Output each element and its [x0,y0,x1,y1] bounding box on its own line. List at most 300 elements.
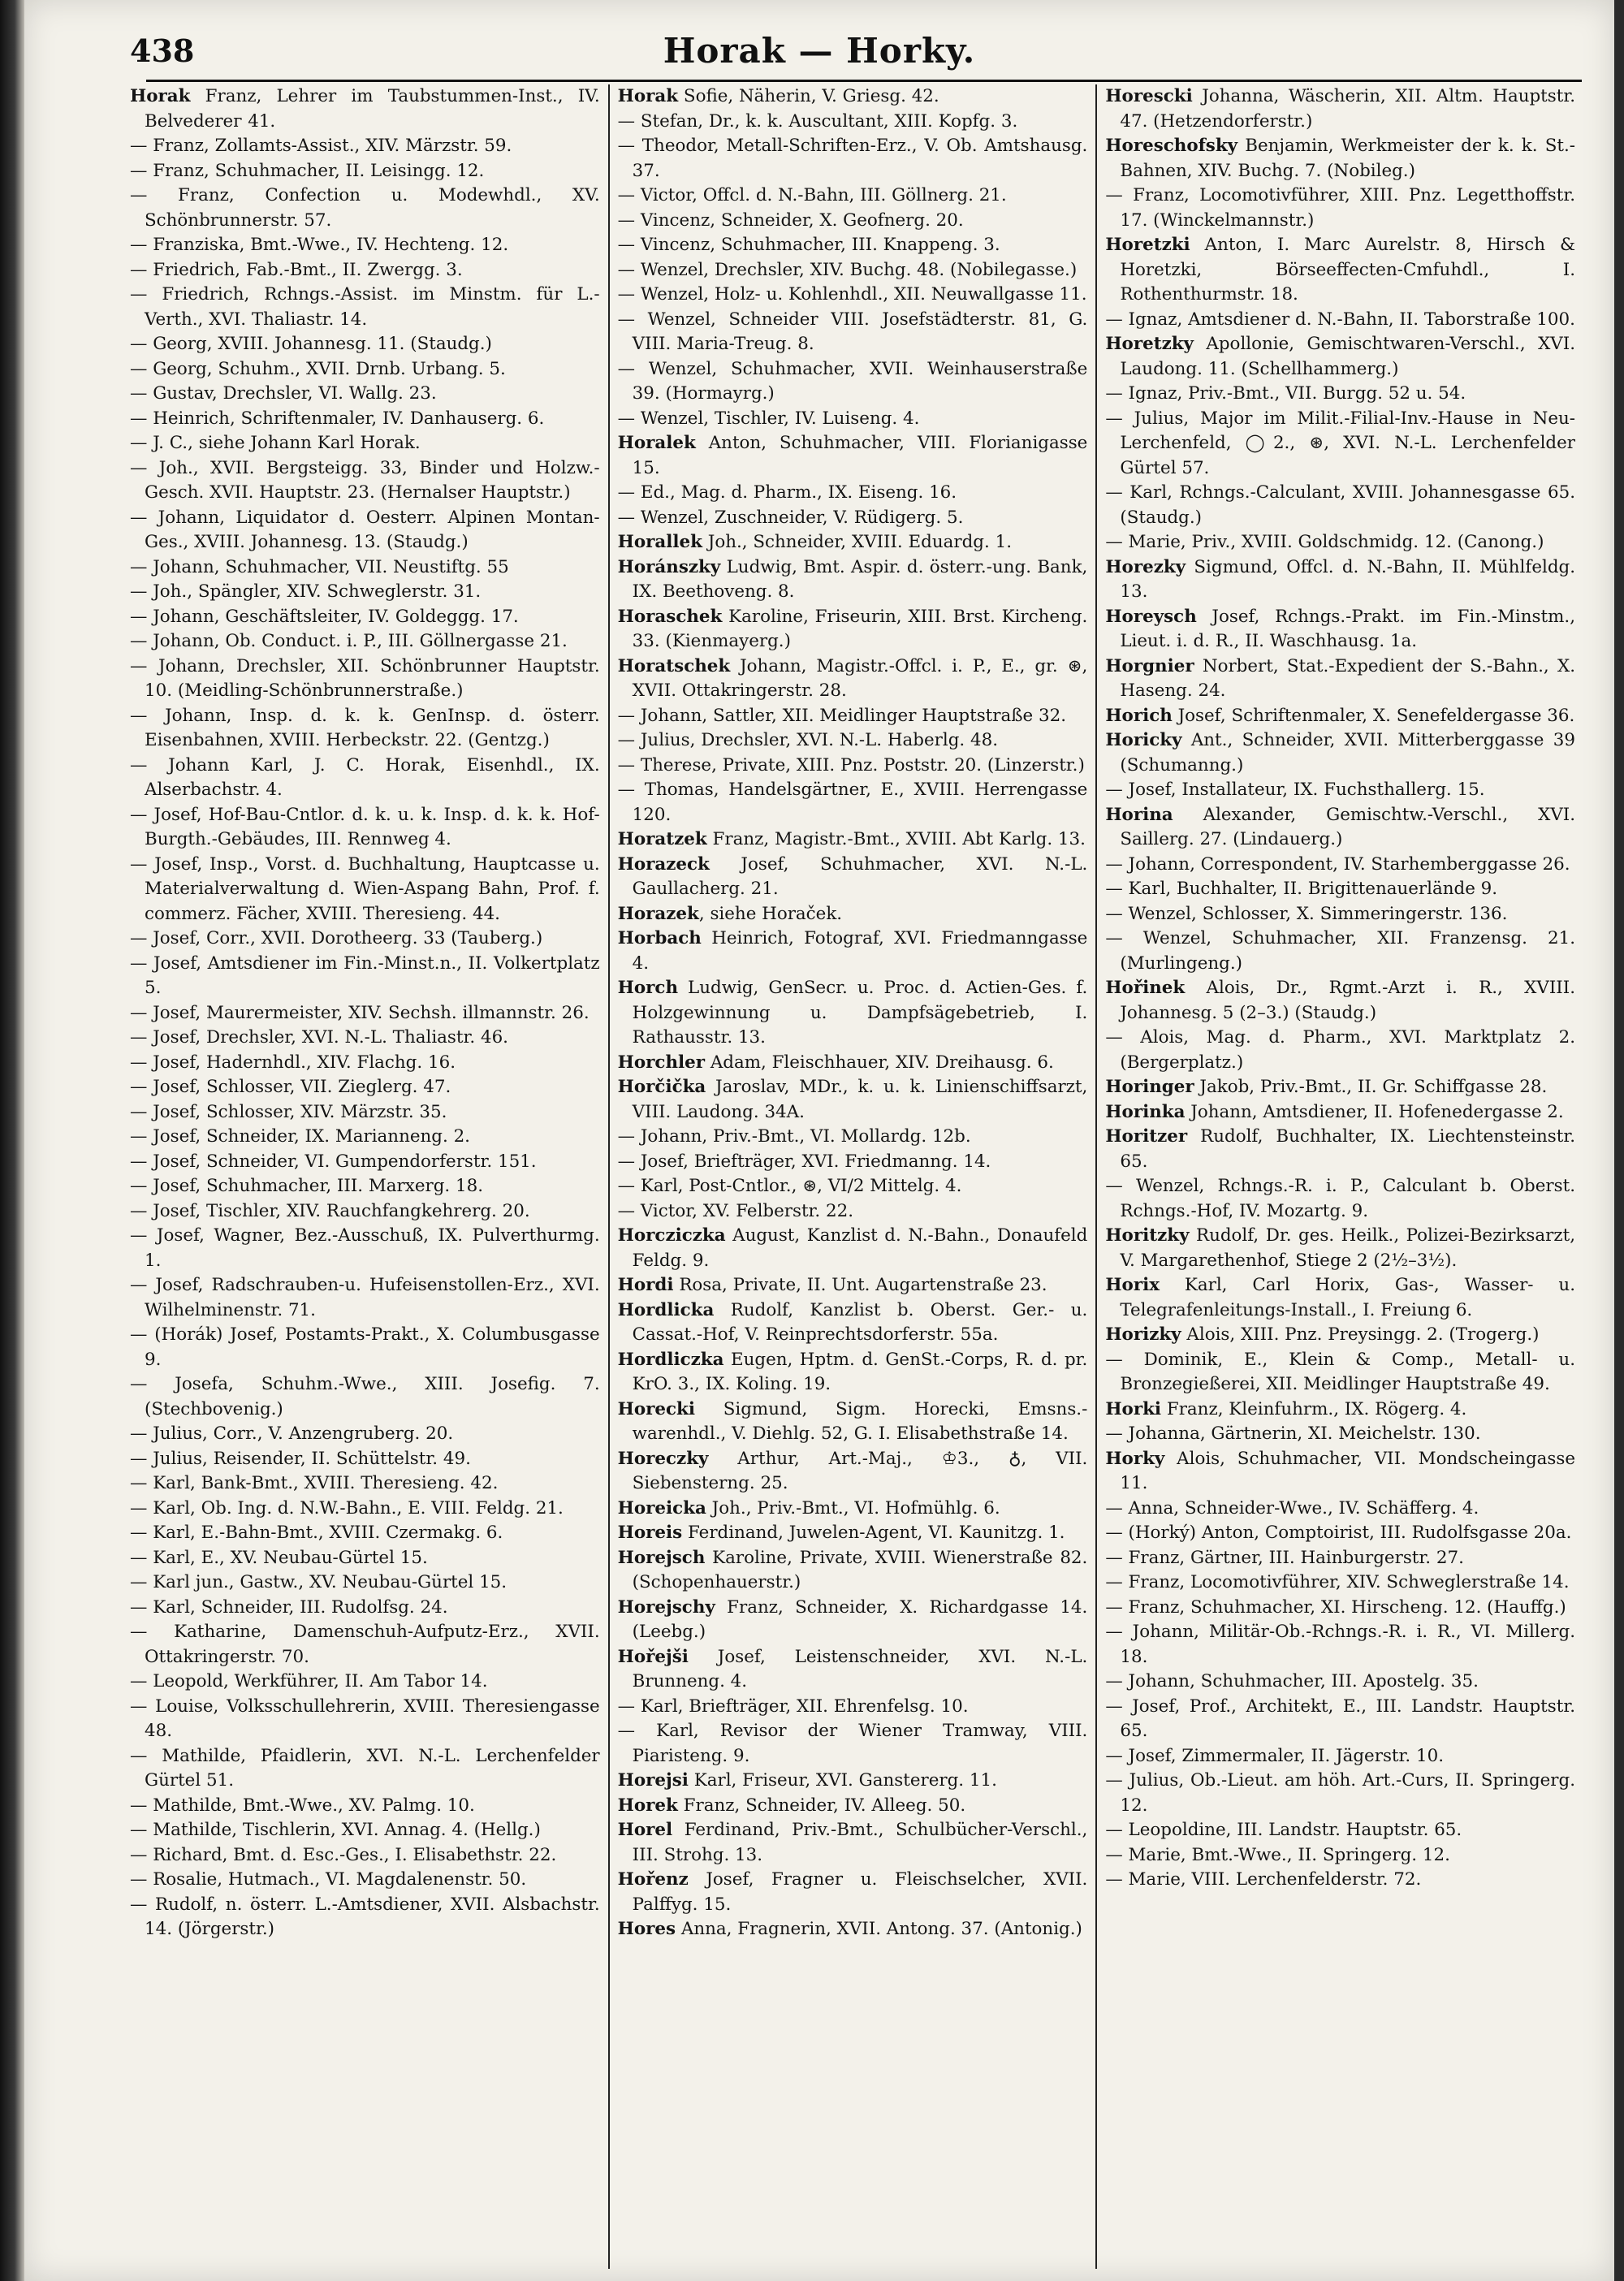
entry-details: — Leopoldine, III. Landstr. Hauptstr. 65. [1105,1820,1462,1840]
directory-entry [1105,134,1575,184]
entry-surname: Horánszky [617,556,721,577]
entry-details: Heinrich, Fotograf, XVI. Friedmanngasse 4. [632,928,1088,974]
directory-entry [1105,927,1575,976]
entry-details: — Josef, Amtsdiener im Fin.-Minst.n., II. Volkertplatz 5. [130,953,600,998]
entry-details: — Alois, Mag. d. Pharm., XVI. Marktplatz 2. (Bergerplatz.) [1105,1027,1576,1073]
directory-entry [130,1422,600,1447]
directory-entry [1105,1026,1575,1075]
directory-entry [130,357,600,382]
entry-details: — Wenzel, Zuschneider, V. Rüdigerg. 5. [617,507,964,528]
entry-details: Rudolf, Kanzlist b. Oberst. Ger.- u. Cassat.-Hof, V. Reinprechtsdorferstr. 55a. [632,1299,1088,1345]
entry-details: — Johann, Schuhmacher, III. Apostelg. 35. [1105,1671,1479,1691]
entry-details: — Rosalie, Hutmach., VI. Magdalenenstr. 50. [130,1869,527,1890]
directory-entry [1105,332,1575,382]
directory-entry [130,1794,600,1819]
entry-details: — Karl jun., Gastw., XV. Neubau-Gürtel 15. [130,1572,508,1592]
entry-details: — Marie, Priv., XVIII. Goldschmidg. 12. (Canong.) [1105,532,1544,552]
entry-details: — Ignaz, Priv.-Bmt., VII. Burgg. 52 u. 54. [1105,383,1466,404]
directory-entry [130,407,600,432]
entry-surname: Horich [1105,705,1173,726]
column-right [1097,84,1583,2269]
directory-entry [618,605,1088,654]
entry-details: — Friedrich, Fab.-Bmt., II. Zwergg. 3. [130,259,463,280]
entry-details: — Johann, Priv.-Bmt., VI. Mollardg. 12b. [617,1126,971,1147]
entry-details: — Franz, Locomotivführer, XIII. Pnz. Legetthoffstr. 17. (Winckelmannstr.) [1105,185,1576,231]
directory-entry [130,704,600,754]
directory-entry [618,1051,1088,1076]
entry-surname: Horcziczka [617,1225,726,1246]
entry-details: — Johann, Drechsler, XII. Schönbrunner Hauptstr. 10. (Meidling-Schönbrunnerstraße.) [130,655,600,701]
entry-details: — Wenzel, Rchngs.-R. i. P., Calculant b. Oberst. Rchngs.-Hof, IV. Mozartg. 9. [1105,1176,1576,1221]
entry-details: August, Kanzlist d. N.-Bahn., Donaufeld Feldg. 9. [632,1225,1088,1271]
entry-details: — Josef, Schlosser, XIV. Märzstr. 35. [130,1101,447,1122]
entry-details: — Josef, Schuhmacher, III. Marxerg. 18. [130,1176,484,1196]
directory-entry [130,1199,600,1225]
entry-details: — Josef, Wagner, Bez.-Ausschuß, IX. Pulverthurmg. 1. [130,1225,600,1271]
directory-entry [1105,1075,1575,1100]
directory-entry [618,1273,1088,1298]
entry-details: — Rudolf, n. österr. L.-Amtsdiener, XVII. Alsbachstr. 14. (Jörgerstr.) [130,1894,600,1939]
directory-entry [130,1447,600,1472]
entry-details: Joh., Schneider, XVIII. Eduardg. 1. [702,532,1012,552]
directory-entry [1105,1546,1575,1571]
directory-entry [618,654,1088,704]
directory-entry [618,1125,1088,1150]
entry-details: — Johann, Schuhmacher, VII. Neustiftg. 55 [130,556,509,577]
entry-details: — Josef, Briefträger, XVI. Friedmanng. 14. [617,1151,991,1172]
directory-entry [618,853,1088,902]
entry-details: — Franz, Schuhmacher, II. Leisingg. 12. [130,160,485,181]
entry-details: — Josef, Schlosser, VII. Zieglerg. 47. [130,1077,451,1097]
entry-details: — Johanna, Gärtnerin, XI. Meichelstr. 130. [1105,1423,1481,1444]
entry-details: Sofie, Näherin, V. Griesg. 42. [678,86,939,106]
entry-details: — Franz, Zollamts-Assist., XIV. Märzstr. 59. [130,136,512,156]
directory-entry [618,134,1088,184]
entry-details: Alois, XIII. Pnz. Preysingg. 2. (Trogerg.) [1181,1324,1540,1345]
entry-details: — Karl, Revisor der Wiener Tramway, VIII. Piaristeng. 9. [617,1721,1088,1766]
directory-entry [130,629,600,654]
entry-details: — Johann, Geschäftsleiter, IV. Goldeggg. 17. [130,606,519,627]
directory-entry [130,1818,600,1843]
directory-entry [618,1398,1088,1447]
entry-details: — Josef, Hadernhdl., XIV. Flachg. 16. [130,1052,456,1073]
directory-entry [1105,1273,1575,1323]
header-rule [146,80,1582,82]
entry-details: — Wenzel, Schneider VIII. Josefstädterstr. 81, G. VIII. Maria-Treug. 8. [617,309,1088,354]
directory-entry [1105,1422,1575,1447]
entry-details: Josef, Fragner u. Fleischselcher, XVII. Palffyg. 15. [632,1869,1088,1915]
entry-surname: Hořejši [617,1646,689,1667]
directory-entry [618,1348,1088,1398]
entry-details: Ferdinand, Priv.-Bmt., Schulbücher-Verschl., III. Strohg. 13. [632,1820,1088,1865]
entry-surname: Horazek [617,903,699,924]
entry-details: — Leopold, Werkführer, II. Am Tabor 14. [130,1671,488,1691]
entry-surname: Horeysch [1105,606,1197,627]
directory-entry [130,283,600,332]
entry-surname: Hordlicka [617,1299,715,1320]
directory-entry [618,778,1088,827]
entry-details: Ferdinand, Juwelen-Agent, VI. Kaunitzg. 1. [682,1523,1065,1543]
directory-entry [130,1323,600,1372]
entry-surname: Horch [617,978,678,998]
entry-details: Johanna, Wäscherin, XII. Altm. Hauptstr. 47. (Hetzendorferstr.) [1120,86,1576,132]
directory-entry [130,184,600,233]
directory-entry [1105,902,1575,927]
directory-entry [618,431,1088,481]
entry-details: — Wenzel, Holz- u. Kohlenhdl., XII. Neuwallgasse 11. [617,284,1087,305]
entry-details: Josef, Rchngs.-Prakt. im Fin.-Minstm., Lieut. i. d. R., II. Waschhausg. 1a. [1120,606,1576,651]
entry-details: — Friedrich, Rchngs.-Assist. im Minstm. für L.-Verth., XVI. Thaliastr. 14. [130,284,600,330]
directory-entry [130,1174,600,1199]
entry-surname: Horicky [1105,730,1182,750]
entry-surname: Horchler [617,1052,706,1073]
directory-entry [130,382,600,407]
entry-details: — Georg, XVIII. Johannesg. 11. (Staudg.) [130,334,492,354]
entry-details: — Franziska, Bmt.-Wwe., IV. Hechteng. 12. [130,235,509,255]
directory-entry [130,1596,600,1621]
entry-details: — Josef, Radschrauben-u. Hufeisenstollen-Erz., XVI. Wilhelminenstr. 71. [130,1275,600,1320]
directory-entry [1105,1620,1575,1670]
entry-details: — Wenzel, Schuhmacher, XVII. Weinhauserstraße 39. (Hormayrg.) [617,358,1088,404]
entry-surname: Horeschofsky [1105,136,1238,156]
entry-details: Rudolf, Buchhalter, IX. Liechtensteinstr. 65. [1120,1126,1576,1172]
entry-details: Ludwig, GenSecr. u. Proc. d. Actien-Ges. f. Holzgewinnung u. Dampfsägebetrieb, I. Rathausstr. 13. [632,978,1088,1048]
directory-entry [618,258,1088,283]
directory-entry [130,1670,600,1695]
entry-details: — Karl, E., XV. Neubau-Gürtel 15. [130,1547,428,1568]
entry-surname: Hordliczka [617,1349,724,1370]
directory-entry [618,1645,1088,1695]
directory-entry [130,134,600,159]
entry-details: — Mathilde, Tischlerin, XVI. Annag. 4. (Hellg.) [130,1820,541,1840]
entry-details: Alexander, Gemischtw.-Verschl., XVI. Saillerg. 27. (Lindauerg.) [1120,804,1576,849]
entry-surname: Horeicka [617,1497,706,1519]
entry-surname: Hořenz [617,1869,689,1890]
entry-details: — Mathilde, Bmt.-Wwe., XV. Palmg. 10. [130,1795,475,1816]
directory-entry [130,1100,600,1125]
directory-entry [1105,84,1575,134]
directory-entry [130,754,600,803]
entry-details: Johann, Magistr.-Offcl. i. P., E., gr. ⊛, XVII. Ottakringerstr. 28. [632,655,1088,701]
directory-entry [618,1447,1088,1497]
directory-entry [1105,704,1575,729]
entry-details: — Josef, Zimmermaler, II. Jägerstr. 10. [1105,1745,1445,1766]
entry-surname: Horejschy [617,1596,715,1618]
directory-entry [618,1719,1088,1769]
entry-details: Norbert, Stat.-Expedient der S.-Bahn., X. Haseng. 24. [1120,655,1576,701]
directory-entry [1105,530,1575,555]
directory-entry [618,927,1088,976]
directory-entry [618,1818,1088,1868]
entry-details: Benjamin, Werkmeister der k. k. St.-Bahnen, XIV. Buchg. 7. (Nobileg.) [1120,136,1576,181]
directory-entry [130,233,600,258]
directory-entry [618,1075,1088,1125]
entry-surname: Horix [1105,1275,1160,1295]
directory-entry [618,110,1088,135]
directory-entry [618,976,1088,1051]
entry-details: — Johann, Militär-Ob.-Rchngs.-R. i. R., VI. Millerg. 18. [1105,1622,1576,1667]
entry-details: — Wenzel, Schlosser, X. Simmeringerstr. 136. [1105,903,1508,924]
entry-details: — Karl, Post-Cntlor., ⊛, VI/2 Mittelg. 4. [617,1176,962,1196]
entry-details: — Wenzel, Drechsler, XIV. Buchg. 48. (Nobilegasse.) [617,259,1078,280]
entry-details: — Julius, Major im Milit.-Filial-Inv.-Hause in Neu-Lerchenfeld, ◯2., ⊛, XVI. N.-L. Lerchenfelder Gürtel 57. [1105,408,1576,478]
directory-entry [618,704,1088,729]
directory-entry [130,1150,600,1175]
entry-details: — Louise, Volksschullehrerin, XVIII. Theresiengasse 48. [130,1696,600,1741]
directory-entry [1105,605,1575,654]
directory-entry [1105,1521,1575,1546]
entry-details: — Josef, Schneider, VI. Gumpendorferstr. 151. [130,1151,537,1172]
entry-details: — Katharine, Damenschuh-Aufputz-Erz., XVII. Ottakringerstr. 70. [130,1622,600,1667]
directory-entry [618,1174,1088,1199]
entry-details: — Josef, Prof., Architekt, E., III. Landstr. Hauptstr. 65. [1105,1696,1576,1741]
directory-entry [1105,1843,1575,1868]
entry-details: — Georg, Schuhm., XVII. Drnb. Urbang. 5. [130,358,506,379]
directory-entry [130,159,600,184]
directory-entry [130,1620,600,1670]
directory-entry [618,530,1088,555]
entry-details: Rosa, Private, II. Unt. Augartenstraße 23. [673,1275,1047,1295]
entry-surname: Horecki [617,1398,696,1419]
directory-entry [1105,233,1575,308]
directory-entry [130,952,600,1001]
directory-entry [130,1372,600,1422]
directory-entry [130,555,600,581]
directory-entry [1105,1769,1575,1818]
entry-details: — Thomas, Handelsgärtner, E., XVIII. Herrengasse 120. [617,780,1088,825]
entry-details: — Josef, Schneider, IX. Marianneng. 2. [130,1126,470,1147]
entry-details: — Ed., Mag. d. Pharm., IX. Eiseng. 16. [617,482,957,503]
entry-details: — Stefan, Dr., k. k. Auscultant, XIII. Kopfg. 3. [617,110,1018,132]
directory-entry [618,728,1088,754]
entry-details: — Johann, Correspondent, IV. Starhemberggasse 26. [1105,853,1570,875]
entry-surname: Horinka [1105,1101,1186,1122]
entry-details: Alois, Schuhmacher, VII. Mondscheingasse 11. [1120,1448,1576,1493]
entry-details: — Johann Karl, J. C. Horak, Eisenhdl., IX. Alserbachstr. 4. [130,754,600,800]
entry-details: — Dominik, E., Klein & Comp., Metall- u. Bronzegießerei, XII. Meidlinger Hauptstraße 49. [1105,1349,1576,1394]
entry-surname: Horeis [617,1523,683,1543]
directory-entry [1105,184,1575,233]
directory-entry [618,506,1088,531]
entry-surname: Horel [617,1820,673,1840]
entry-details: — Joh., XVII. Bergsteigg. 33, Binder und Holzw.-Gesch. XVII. Hauptstr. 23. (Hernalser Hauptstr.) [130,457,600,503]
entry-details: — Vincenz, Schneider, X. Geofnerg. 20. [617,210,964,231]
entry-surname: Hores [617,1919,676,1939]
directory-entry [130,654,600,704]
directory-entry [618,84,1088,110]
entry-details: Arthur, Art.-Maj., ♔3., ♁, VII. Siebensterng. 25. [632,1448,1088,1493]
entry-details: Josef, Leistenschneider, XVI. N.-L. Brunneng. 4. [632,1646,1088,1691]
directory-entry [618,1546,1088,1596]
directory-entry [618,209,1088,234]
entry-surname: Horatschek [617,655,731,676]
entry-details: Joh., Priv.-Bmt., VI. Hofmühlg. 6. [706,1497,1000,1519]
entry-details: — (Horký) Anton, Comptoirist, III. Rudolfsgasse 20a. [1105,1523,1572,1543]
directory-entry [1105,382,1575,407]
directory-entry [130,1868,600,1893]
directory-entry [130,605,600,630]
entry-details: Anton, Schuhmacher, VIII. Florianigasse 15. [632,433,1088,478]
directory-entry [618,1298,1088,1348]
entry-surname: Hordi [617,1275,674,1295]
directory-entry [130,1497,600,1522]
directory-entry [130,1570,600,1596]
directory-entry [1105,407,1575,482]
entry-details: Franz, Lehrer im Taubstummen-Inst., IV. Belvederег 41. [145,86,600,132]
directory-entry [130,927,600,952]
directory-entry [618,1224,1088,1273]
directory-entry [130,332,600,357]
entry-details: — Josef, Corr., XVII. Dorotheerg. 33 (Tauberg.) [130,928,543,948]
entry-details: Adam, Fleischhauer, XIV. Dreihausg. 6. [705,1052,1054,1073]
directory-entry [130,803,600,853]
entry-details: — Johann, Insp. d. k. k. GenInsp. d. österr. Eisenbahnen, XVIII. Herbeckstr. 22. (Gentzg.) [130,705,600,750]
entry-details: Ludwig, Bmt. Aspir. d. österr.-ung. Bank, IX. Beethoveng. 8. [632,556,1088,602]
directory-entry [1105,308,1575,333]
entry-details: Jakob, Priv.-Bmt., II. Gr. Schiffgasse 28. [1194,1077,1548,1097]
entry-details: Sigmund, Offcl. d. N.-Bahn, II. Mühlfeldg. 13. [1120,556,1576,602]
entry-surname: Horetzki [1105,235,1190,255]
entry-details: Rudolf, Dr. ges. Heilk., Polizei-Bezirksarzt, V. Margarethenhof, Stiege 2 (2½–3½). [1120,1225,1576,1271]
entry-details: — (Horák) Josef, Postamts-Prakt., X. Columbusgasse 9. [130,1324,600,1370]
entry-details: Franz, Kleinfuhrm., IX. Rögerg. 4. [1161,1398,1467,1419]
entry-details: — Julius, Drechsler, XVI. N.-L. Haberlg. 48. [617,730,999,750]
entry-details: — Karl, Schneider, III. Rudolfsg. 24. [130,1596,448,1618]
directory-entry [618,555,1088,605]
entry-details: Jaroslav, MDr., k. u. k. Linienschiffsarzt, VIII. Laudong. 34A. [632,1077,1088,1122]
entry-surname: Horetzky [1105,334,1194,354]
entry-details: — Vincenz, Schuhmacher, III. Knappeng. 3. [617,235,1000,255]
directory-entry [1105,1224,1575,1273]
entry-details: Anna, Fragnerin, XVII. Antong. 37. (Antonig.) [676,1919,1082,1939]
entry-details: — Wenzel, Tischler, IV. Luiseng. 4. [617,408,920,429]
entry-details: Anton, I. Marc Aurelstr. 8, Hirsch & Horetzki, Börseeffecten-Cmfuhdl., I. Rothenthurmstr. 18. [1120,235,1576,305]
entry-surname: Horaschek [617,606,723,627]
entry-details: — Anna, Schneider-Wwe., IV. Schäfferg. 4. [1105,1497,1479,1519]
directory-entry [130,1125,600,1150]
entry-details: — Josef, Installateur, IX. Fuchsthallerg. 15. [1105,780,1485,800]
directory-entry [130,1843,600,1868]
column-middle [610,84,1098,2269]
directory-entry [1105,1447,1575,1497]
entry-details: Franz, Schneider, X. Richardgasse 14. (Leebg.) [632,1596,1088,1642]
directory-entry [130,1224,600,1273]
entry-details: — Victor, XV. Felberstr. 22. [617,1200,854,1221]
directory-entry [1105,1348,1575,1398]
entry-surname: Horky [1105,1448,1165,1469]
directory-entry [618,902,1088,927]
directory-entry [130,431,600,456]
directory-entry [1105,803,1575,853]
entry-details: — Johann, Liquidator d. Oesterr. Alpinen Montan-Ges., XVIII. Johannesg. 13. (Staudg.) [130,507,600,552]
entry-surname: Horeczky [617,1448,709,1469]
entry-details: Sigmund, Sigm. Horecki, Emsns.-warenhdl., V. Diehlg. 52, G. I. Elisabethstraße 14. [632,1398,1088,1444]
directory-entry [130,258,600,283]
entry-surname: Horbach [617,928,702,948]
entry-surname: Horek [617,1795,678,1816]
entry-details: — Josef, Drechsler, XVI. N.-L. Thaliastr. 46. [130,1027,508,1048]
entry-details: — Ignaz, Amtsdiener d. N.-Bahn, II. Taborstraße 100. [1105,309,1575,330]
entry-details: — Franz, Locomotivführer, XIV. Schweglerstraße 14. [1105,1572,1570,1592]
entry-surname: Horinger [1105,1077,1194,1097]
directory-entry [618,1199,1088,1225]
entry-details: Karoline, Friseurin, XIII. Brst. Kircheng. 33. (Kienmayerg.) [632,606,1088,651]
directory-entry [1105,481,1575,530]
entry-surname: Hořinek [1105,978,1186,998]
directory-entry [618,1497,1088,1522]
entry-surname: Horejsch [617,1547,706,1568]
directory-entry [1105,778,1575,803]
directory-entry [618,357,1088,407]
directory-entry [130,1695,600,1744]
entry-details: — Julius, Corr., V. Anzengruberg. 20. [130,1423,454,1444]
directory-entry [618,233,1088,258]
entry-details: — Karl, E.-Bahn-Bmt., XVIII. Czermakg. 6. [130,1523,503,1543]
entry-details: — Franz, Schuhmacher, XI. Hirscheng. 12. (Hauffg.) [1105,1596,1566,1618]
directory-entry [130,1051,600,1076]
entry-details: — Mathilde, Pfaidlerin, XVI. N.-L. Lerchenfelder Gürtel 51. [130,1745,600,1791]
entry-details: — Josef, Insp., Vorst. d. Buchhaltung, Hauptcasse u. Materialverwaltung d. Wien-Aspang Bahn, Prof. f. commerz. Fächer, XVIII. Theresieng. 44. [130,853,600,924]
entry-details: — Julius, Ob.-Lieut. am höh. Art.-Curs, II. Springerg. 12. [1105,1770,1576,1816]
directory-entry [618,1917,1088,1942]
directory-entry [618,407,1088,432]
entry-surname: Horatzek [617,829,707,849]
entry-surname: Horak [130,86,191,106]
directory-entry [1105,1398,1575,1423]
directory-entry [618,1695,1088,1720]
entry-surname: Horki [1105,1398,1162,1419]
entry-surname: Horalek [617,433,696,453]
directory-entry [130,456,600,506]
entry-details: — Marie, VIII. Lerchenfelderstr. 72. [1105,1869,1422,1890]
directory-entry [130,1026,600,1051]
directory-entry [130,1273,600,1323]
entry-surname: Horina [1105,804,1173,825]
directory-entry [618,481,1088,506]
directory-columns [122,84,1583,2269]
entry-details: Karl, Carl Horix, Gas-, Wasser- u. Telegrafenleitungs-Install., I. Freiung 6. [1120,1275,1576,1320]
entry-details: — Franz, Gärtner, III. Hainburgerstr. 27. [1105,1547,1464,1568]
entry-details: — Julius, Reisender, II. Schüttelstr. 49. [130,1448,471,1469]
directory-entry [130,1001,600,1026]
entry-surname: Horitzky [1105,1225,1190,1246]
directory-entry [1105,853,1575,878]
directory-entry [1105,1744,1575,1769]
directory-entry [618,308,1088,357]
entry-surname: Horgnier [1105,655,1194,676]
directory-entry [618,1769,1088,1794]
directory-entry [1105,877,1575,902]
entry-details: Karl, Friseur, XVI. Ganstererg. 11. [688,1770,997,1791]
entry-details: , siehe Horaček. [698,903,843,924]
entry-surname: Horazeck [617,853,710,875]
entry-details: — Karl, Bank-Bmt., XVIII. Theresieng. 42. [130,1473,499,1493]
directory-entry [1105,1497,1575,1522]
entry-details: — Karl, Buchhalter, II. Brigittenauerlände 9. [1105,879,1498,899]
entry-details: — Johann, Ob. Conduct. i. P., III. Göllnergasse 21. [130,631,568,651]
entry-details: Alois, Dr., Rgmt.-Arzt i. R., XVIII. Johannesg. 5 (2–3.) (Staudg.) [1120,978,1576,1023]
directory-entry [1105,1818,1575,1843]
entry-details: — Joh., Spängler, XIV. Schweglerstr. 31. [130,581,482,602]
directory-entry [1105,1695,1575,1744]
entry-details: Eugen, Hptm. d. GenSt.-Corps, R. d. pr. KrO. 3., IX. Koling. 19. [632,1349,1088,1394]
entry-details: — Karl, Ob. Ing. d. N.W.-Bahn., E. VIII. Feldg. 21. [130,1497,564,1519]
directory-entry [1105,728,1575,778]
book-binding-shadow [0,0,24,2281]
directory-entry [1105,1570,1575,1596]
directory-entry [618,283,1088,308]
entry-details: — Josefa, Schuhm.-Wwe., XIII. Josefig. 7. (Stechbovenig.) [130,1374,600,1419]
